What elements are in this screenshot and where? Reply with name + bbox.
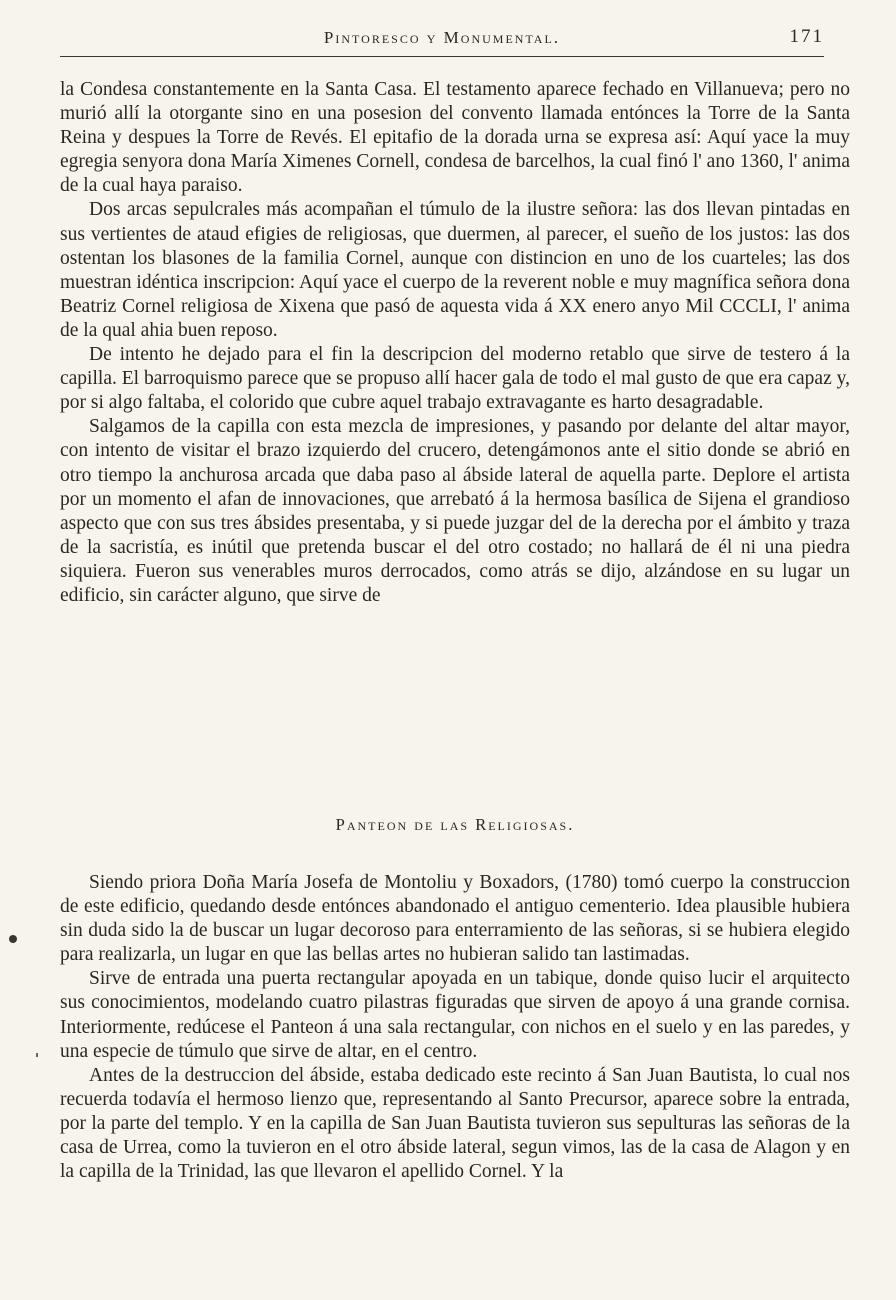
section-body-text-panteon — [60, 871, 850, 1184]
paragraph: De intento he dejado para el fin la descripcion del moderno retablo que sirve de testero á la capilla. El barroquismo parece que se propuso allí hacer gala de todo el mal gusto de que era capaz y, por si algo faltaba, el colorido que cubre aquel trabajo extravagante es harto desagradable. — [60, 344, 850, 414]
paragraph: Antes de la destruccion del ábside, estaba dedicado este recinto á San Juan Bautista, lo cual nos recuerda todavía el hermoso lienzo que, representando al Santo Precursor, aparece sobre la entrada, por la parte del templo. Y en la capilla de San Juan Bautista tuvieron sus sepulturas las señoras de la casa de Urrea, como la tuvieron en el otro ábside lateral, segun vimos, las de la casa de Alagon y en la capilla de la Trinidad, las que llevaron el apellido Cornel. Y la — [60, 1064, 850, 1183]
page-number: 171 — [789, 26, 824, 47]
paragraph: Sirve de entrada una puerta rectangular apoyada en un tabique, donde quiso lucir el arquitecto sus conocimientos, modelando cuatro pilastras figuradas que sirven de apoyo á una grande cornisa. Interiormente, redúcese el Panteon á una sala rectangular, con nichos en el suelo y en las paredes, y una especie de túmulo que sirve de altar, en el centro. — [60, 968, 850, 1062]
paragraph: Siendo priora Doña María Josefa de Montoliu y Boxadors, (1780) tomó cuerpo la construccion de este edificio, quedando desde entónces abandonado el antiguo cementerio. Idea plausible hubiera sin duda sido la de buscar un lugar decoroso para enterramiento de las señoras, si se hubiera elegido para realizarla, un lugar en que las bellas artes no hubieran salido tan lastimadas. — [60, 872, 850, 966]
page-header — [60, 22, 824, 57]
ink-spot — [9, 935, 17, 943]
section-heading: Panteon de las Religiosas. — [335, 815, 575, 834]
paragraph: Salgamos de la capilla con esta mezcla de impresiones, y pasando por delante del altar mayor, con intento de visitar el brazo izquierdo del crucero, detengámonos ante el sitio donde se abrió en otro tiempo la anchurosa arcada que daba paso al ábside lateral de aquella parte. Deplore el artista por un momento el afan de innovaciones, que arrebató á la hermosa basílica de Sijena el grandioso aspecto que con sus tres ábsides presentaba, y si puede juzgar del de la derecha por el ámbito y traza de la sacristía, es inútil que pretenda buscar el del otro costado; no hallará de él ni una piedra siquiera. Fueron sus venerables muros derrocados, como atrás se dijo, alzándose en su lugar un edificio, sin carácter alguno, que sirve de — [60, 416, 850, 606]
section-body-text — [60, 78, 850, 608]
running-title: Pintoresco y Monumental. — [323, 28, 561, 47]
paragraph: Dos arcas sepulcrales más acompañan el túmulo de la ilustre señora: las dos llevan pintadas en sus vertientes de ataud efigies de religiosas, que duermen, al parecer, el sueño de los justos: las dos ostentan los blasones de la familia Cornel, aunque con distincion en uno de los cuarteles; las dos muestran idéntica inscripcion: Aquí yace el cuerpo de la reverent noble e muy magnífica señora dona Beatriz Cornel religiosa de Xixena que pasó de aquesta vida á XX enero anyo Mil CCCLI, l' anima de la qual ahia buen reposo. — [60, 199, 850, 341]
ink-mark — [36, 1053, 38, 1057]
paragraph: la Condesa constantemente en la Santa Casa. El testamento aparece fechado en Villanueva; pero no murió allí la otorgante sino en una posesion del convento llamada entónces la Torre de la Santa Reina y despues la Torre de Revés. El epitafio de la dorada urna se expresa así: Aquí yace la muy egregia senyora dona María Ximenes Cornell, condesa de barcelhos, la cual finó l' ano 1360, l' anima de la cual haya paraiso. — [60, 79, 850, 197]
